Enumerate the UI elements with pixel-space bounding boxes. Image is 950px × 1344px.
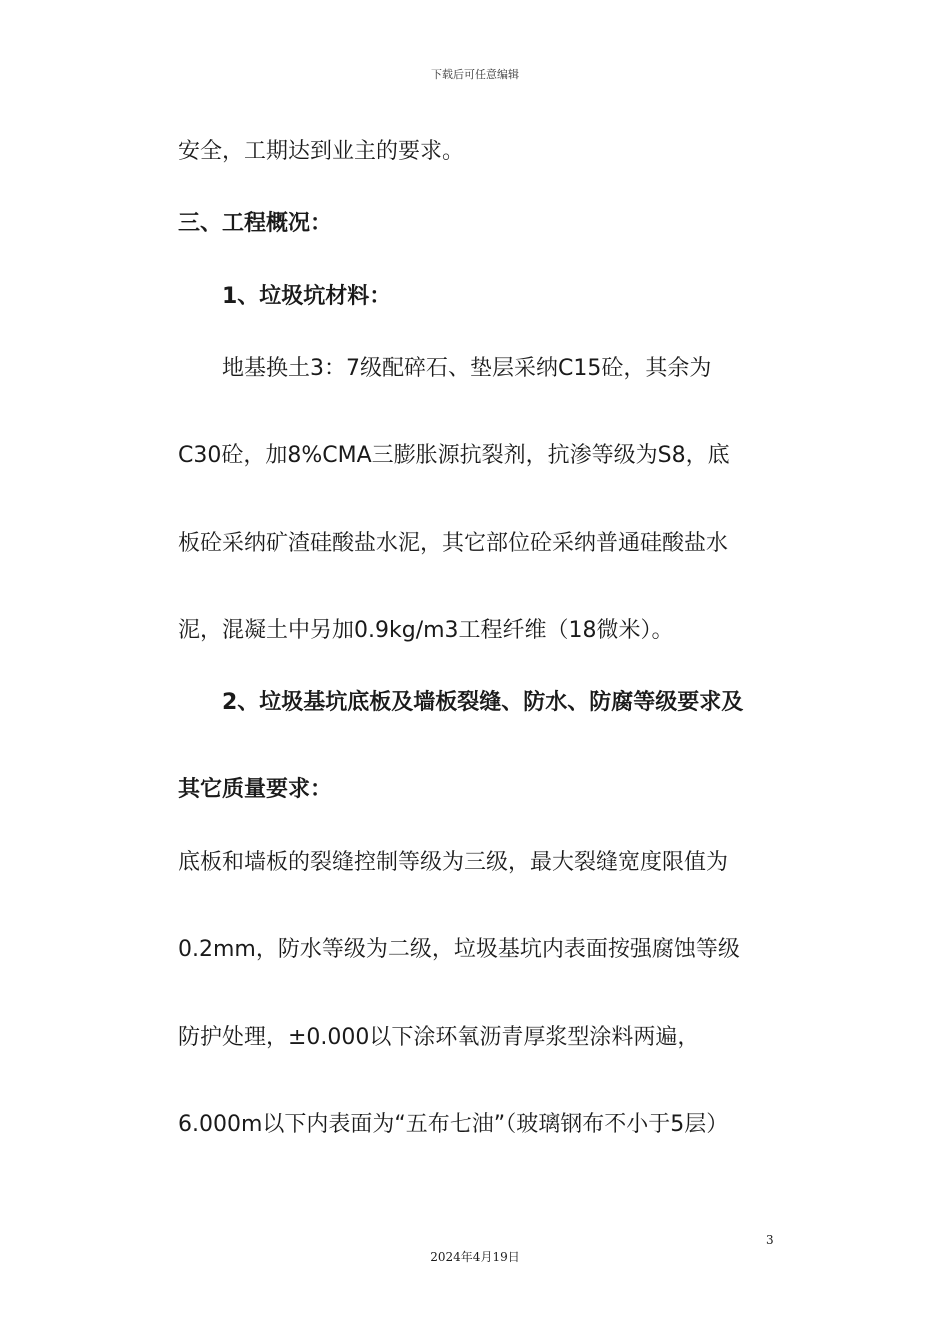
section-heading: 三、工程概况： — [178, 211, 333, 236]
subsection-heading: 1、垃圾坑材料： — [222, 284, 392, 309]
body-text-line: 地基换土3：7级配碎石、垫层采纳C15砼，其余为 — [222, 356, 712, 381]
body-text-line: 0.2mm，防水等级为二级，垃圾基坑内表面按强腐蚀等级 — [178, 937, 740, 962]
body-text-line: 底板和墙板的裂缝控制等级为三级，最大裂缝宽度限值为 — [178, 850, 729, 875]
body-text-line: 板砼采纳矿渣硅酸盐水泥，其它部位砼采纳普通硅酸盐水 — [178, 531, 729, 556]
subsection-heading: 2、垃圾基坑底板及墙板裂缝、防水、防腐等级要求及 — [222, 690, 744, 715]
subsection-heading-continued: 其它质量要求： — [178, 777, 333, 802]
body-text-line: 6.000m以下内表面为“五布七油”（玻璃钢布不小于5层） — [178, 1112, 729, 1137]
body-text-line: 防护处理，±0.000以下涂环氧沥青厚浆型涂料两遍， — [178, 1025, 700, 1050]
header-note: 下载后可任意编辑 — [431, 68, 519, 81]
body-text-line: 安全，工期达到业主的要求。 — [178, 139, 465, 164]
body-text-line: C30砼，加8%CMA三膨胀源抗裂剂，抗渗等级为S8，底 — [178, 443, 730, 468]
body-text-line: 泥，混凝土中另加0.9kg/m3工程纤维（18微米）。 — [178, 618, 674, 643]
page-number: 3 — [766, 1233, 774, 1247]
footer-date: 2024年4月19日 — [430, 1250, 520, 1264]
